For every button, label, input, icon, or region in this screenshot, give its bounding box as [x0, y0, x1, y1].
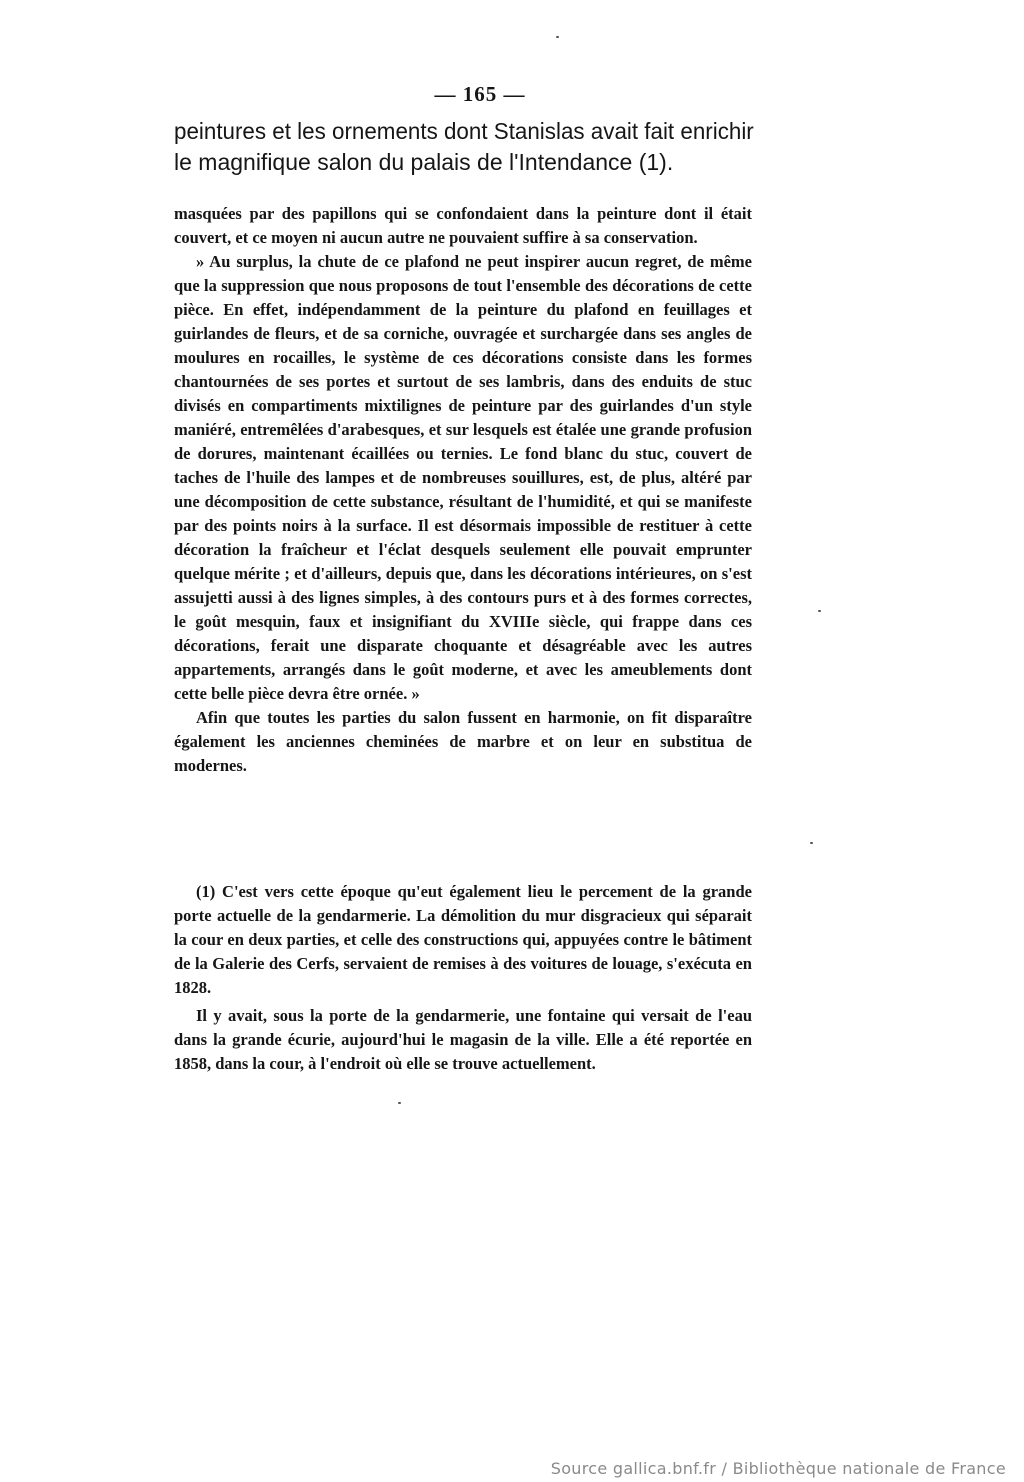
footnotes-block	[174, 880, 752, 1076]
quoted-report-block	[174, 202, 752, 778]
scan-speck	[556, 36, 559, 38]
main-text	[174, 116, 754, 178]
scan-speck	[398, 1102, 401, 1104]
page-number: — 165 —	[434, 82, 526, 106]
scan-speck	[810, 842, 813, 844]
scan-speck	[818, 610, 821, 612]
quoted-paragraph: Afin que toutes les parties du salon fussent en harmonie, on fit disparaître également les anciennes cheminées de marbre et on leur en substitua de modernes.	[174, 708, 752, 775]
source-footer: Source gallica.bnf.fr / Bibliothèque nationale de France	[550, 1459, 1006, 1478]
main-text-line: le magnifique salon du palais de l'Intendance (1).	[174, 149, 674, 175]
quoted-paragraph: » Au surplus, la chute de ce plafond ne peut inspirer aucun regret, de même que la suppression que nous proposons de tout l'ensemble des décorations de cette pièce. En effet, indépendamment de la peinture du plafond en feuillages et guirlandes de fleurs, et de sa corniche, ouvragée et surchargée dans ses angles de moulures en rocailles, le système de ces décorations consiste dans les formes chantournées de ses portes et surtout de ses lambris, dans des enduits de stuc divisés en compartiments mixtilignes de peinture par des guirlandes d'un style maniéré, entremêlées d'arabesques, et sur lesquels est étalée une grande profusion de dorures, maintenant écaillées ou ternies. Le fond blanc du stuc, couvert de taches de l'huile des lampes et de nombreuses souillures, est, de plus, altéré par une décomposition de cette substance, résultant de l'humidité, et qui se manifeste par des points noirs à la surface. Il est désormais impossible de restituer à cette décoration la fraîcheur et l'éclat desquels seulement elle pouvait emprunter quelque mérite ; et d'ailleurs, depuis que, dans les décorations intérieures, on s'est assujetti aussi à des lignes simples, à des contours purs et à des formes correctes, le goût mesquin, faux et insignifiant du XVIIIe siècle, qui frappe dans ces décorations, ferait une disparate choquante et désagréable avec les autres appartements, arrangés dans le goût moderne, et avec les ameublements dont cette belle pièce devra être ornée. »	[174, 252, 752, 703]
footnote-paragraph: Il y avait, sous la porte de la gendarmerie, une fontaine qui versait de l'eau dans la grande écurie, aujourd'hui le magasin de la ville. Elle a été reportée en 1858, dans la cour, à l'endroit où elle se trouve actuellement.	[174, 1006, 752, 1073]
quoted-paragraph: masquées par des papillons qui se confondaient dans la peinture dont il était couvert, et ce moyen ni aucun autre ne pouvaient suffire à sa conservation.	[174, 204, 752, 247]
footnote-paragraph: (1) C'est vers cette époque qu'eut également lieu le percement de la grande porte actuelle de la gendarmerie. La démolition du mur disgracieux qui séparait la cour en deux parties, et celle des constructions qui, appuyées contre le bâtiment de la Galerie des Cerfs, servaient de remises à des voitures de louage, s'exécuta en 1828.	[174, 882, 752, 997]
main-text-line: peintures et les ornements dont Stanislas avait fait enrichir	[174, 118, 754, 144]
